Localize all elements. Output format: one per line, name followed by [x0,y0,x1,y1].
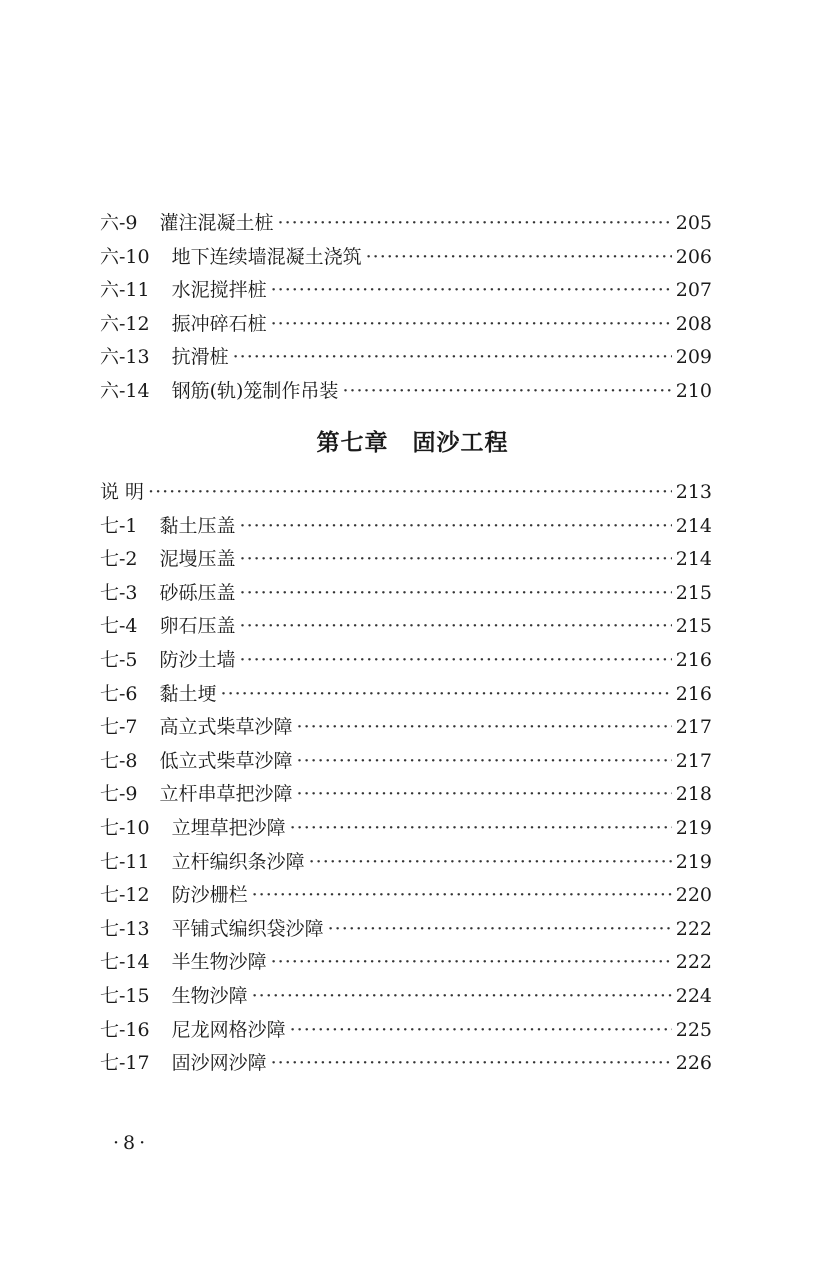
toc-entry[interactable] [100,946,712,980]
dot-leader [252,879,672,913]
dot-leader [271,274,672,308]
dot-leader [252,980,672,1014]
entry-number: 七-6 [100,682,138,705]
dot-leader [297,711,672,745]
entry-number: 七-2 [100,548,138,571]
toc-entry[interactable] [100,274,712,308]
entry-title: 卵石压盖 [159,615,236,638]
entry-page: 217 [675,749,712,772]
toc-entry[interactable] [100,610,712,644]
entry-number: 七-8 [100,749,138,772]
entry-number: 七-14 [100,951,150,974]
entry-number: 七-10 [100,816,150,839]
entry-number: 七-7 [100,716,138,739]
entry-page: 222 [675,951,712,974]
dot-leader [233,341,672,375]
entry-number: 七-4 [100,615,138,638]
dot-leader [297,745,672,779]
dot-leader [240,543,672,577]
entry-page: 219 [675,816,712,839]
entry-number: 七-3 [100,581,138,604]
toc-entry[interactable] [100,1014,712,1048]
dot-leader [278,207,672,241]
entry-number: 七-15 [100,984,150,1007]
entry-page: 205 [675,212,712,234]
entry-title: 高立式柴草沙障 [159,716,293,739]
entry-title: 黏土压盖 [159,514,236,537]
entry-page: 220 [675,884,712,907]
entry-page: 215 [675,581,712,604]
entry-number: 七-16 [100,1018,150,1041]
entry-title: 抗滑桩 [171,346,229,369]
entry-number: 七-1 [100,514,138,537]
toc-entry[interactable] [100,745,712,779]
toc-entry[interactable] [100,543,712,577]
entry-number: 七-17 [100,1052,150,1075]
entry-title: 立杆编织条沙障 [171,850,305,873]
entry-number: 七-12 [100,884,150,907]
entry-number: 六-12 [100,312,150,335]
toc-entry[interactable] [100,341,712,375]
dot-leader [297,778,672,812]
toc-entry[interactable] [100,678,712,712]
entry-page: 207 [675,279,712,302]
toc-entry[interactable] [100,980,712,1014]
entry-number: 七-13 [100,917,150,940]
entry-number: 六-10 [100,245,150,268]
entry-number: 七-11 [100,850,150,873]
entry-number: 六-9 [100,212,138,234]
chapter-number: 第七章 [316,430,389,456]
entry-page: 214 [675,548,712,571]
dot-leader [328,913,672,947]
entry-title: 防沙栅栏 [171,884,248,907]
entry-page: 215 [675,615,712,638]
entry-title: 砂砾压盖 [159,581,236,604]
toc-section-seven [100,476,712,1081]
entry-title: 钢筋(轨)笼制作吊装 [171,379,339,402]
entry-number: 六-13 [100,346,150,369]
toc-entry[interactable] [100,476,712,510]
entry-page: 206 [675,245,712,268]
entry-title: 低立式柴草沙障 [159,749,293,772]
toc-entry[interactable] [100,913,712,947]
entry-title: 水泥搅拌桩 [171,279,267,302]
entry-page: 214 [675,514,712,537]
toc-entry[interactable] [100,375,712,409]
toc-entry[interactable] [100,879,712,913]
dot-leader [366,241,672,275]
toc-entry[interactable] [100,1047,712,1081]
chapter-title: 固沙工程 [412,430,509,456]
entry-title: 黏土埂 [159,682,217,705]
toc-entry[interactable] [100,308,712,342]
page-number: ·8· [113,1132,150,1154]
toc-entry[interactable] [100,207,712,241]
entry-title: 立杆串草把沙障 [159,783,293,806]
toc-entry[interactable] [100,778,712,812]
entry-title: 尼龙网格沙障 [171,1018,286,1041]
entry-number: 六-14 [100,379,150,402]
entry-title: 半生物沙障 [171,951,267,974]
entry-page: 216 [675,682,712,705]
entry-title: 生物沙障 [171,984,248,1007]
toc-section-six [100,207,712,409]
toc-entry[interactable] [100,510,712,544]
entry-page: 210 [675,379,712,402]
entry-title: 灌注混凝土桩 [159,212,274,234]
entry-number: 说 明 [100,481,145,503]
dot-leader [240,577,672,611]
dot-leader [342,375,671,409]
dot-leader [271,308,672,342]
entry-title: 地下连续墙混凝土浇筑 [171,245,362,268]
toc-entry[interactable] [100,711,712,745]
entry-title: 立埋草把沙障 [171,816,286,839]
dot-leader [309,846,672,880]
toc-entry[interactable] [100,812,712,846]
dot-leader [148,476,672,510]
dot-leader [271,1047,672,1081]
entry-page: 208 [675,312,712,335]
entry-number: 七-9 [100,783,138,806]
dot-leader [240,610,672,644]
entry-page: 219 [675,850,712,873]
entry-page: 225 [675,1018,712,1041]
entry-title: 固沙网沙障 [171,1052,267,1075]
entry-page: 226 [675,1052,712,1075]
entry-page: 218 [675,783,712,806]
toc-entry[interactable] [100,644,712,678]
chapter-heading [0,424,825,457]
entry-title: 防沙土墙 [159,648,236,671]
entry-title: 平铺式编织袋沙障 [171,917,324,940]
entry-page: 224 [675,984,712,1007]
entry-number: 六-11 [100,279,150,302]
entry-page: 217 [675,716,712,739]
entry-page: 222 [675,917,712,940]
dot-leader [221,678,672,712]
dot-leader [290,1014,672,1048]
dot-leader [240,644,672,678]
entry-number: 七-5 [100,648,138,671]
dot-leader [290,812,672,846]
toc-entry[interactable] [100,241,712,275]
entry-page: 213 [675,481,712,503]
toc-entry[interactable] [100,577,712,611]
dot-leader [240,510,672,544]
dot-leader [271,946,672,980]
toc-entry[interactable] [100,846,712,880]
entry-title: 振冲碎石桩 [171,312,267,335]
entry-page: 216 [675,648,712,671]
entry-page: 209 [675,346,712,369]
entry-title: 泥墁压盖 [159,548,236,571]
